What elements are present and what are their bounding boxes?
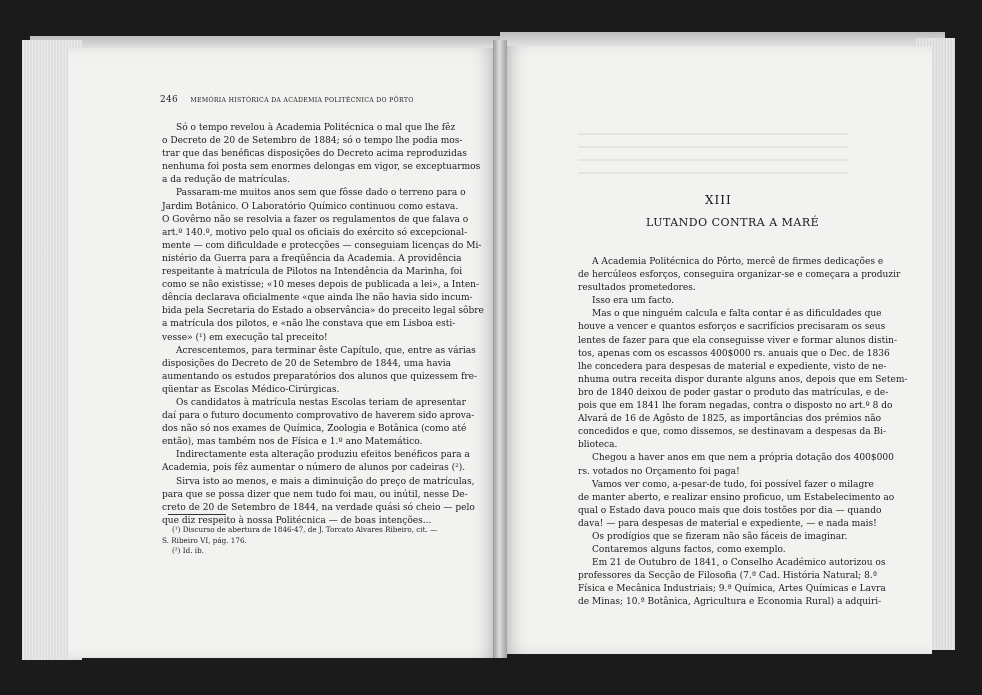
text-line: mente — com dificuldade e protecções — conseguiam licenças do Mi- [162, 240, 482, 251]
text-line: houve a vencer e quantos esforços e sacrifícios precisaram os seus [578, 322, 886, 333]
text-line: nenhuma foi posta sem enormes delongas em vigor, se exceptuarmos [162, 162, 481, 173]
text-line: Chegou a haver anos em que nem a própria dotação dos 400$000 [592, 453, 894, 464]
text-line: de Minas; 10.ª Botânica, Agricultura e Economia Rural) a adquiri- [578, 597, 882, 608]
show-through-text [578, 122, 848, 174]
text-line: como se não existisse; «10 meses depois de publicada a lei», a Inten- [162, 280, 480, 291]
text-line: Física e Mecânica Industriais; 9.ª Química, Artes Químicas e Lavra [578, 584, 886, 595]
text-line: resultados prometedores. [578, 283, 696, 294]
footnote-line: (¹) Discurso de abertura de 1846-47, de J. Torcato Alvares Ribeiro, cit. — [172, 525, 438, 534]
text-line: Os prodígios que se fizeram não são fáceis de imaginar. [592, 531, 848, 542]
text-line: o Decreto de 20 de Setembro de 1884; só o tempo lhe podia mos- [162, 136, 463, 147]
text-line: rs. votados no Orçamento foi paga! [578, 466, 740, 477]
left-body-text [162, 122, 484, 528]
text-line: dência declarava oficialmente «que ainda lhe não havia sido incum- [162, 293, 473, 304]
text-line: nistério da Guerra para a freqüência da Academia. A providência [162, 253, 462, 264]
text-line: daí para o futuro documento comprovativo de haverem sido aprova- [162, 411, 475, 422]
chapter-number: XIII [705, 193, 732, 207]
text-line: Contaremos alguns factos, como exemplo. [592, 545, 786, 556]
text-line: Indirectamente esta alteração produziu efeitos benéficos para a [176, 450, 470, 461]
footnote-line: S. Ribeiro VI, pág. 176. [162, 535, 247, 545]
text-line: tos, apenas com os escassos 400$000 rs. anuais que o Dec. de 1836 [578, 348, 890, 359]
text-line: Em 21 de Outubro de 1841, o Conselho Académico autorizou os [592, 558, 886, 569]
book-spine [493, 40, 507, 658]
text-line: lentes de fazer para que ela conseguisse viver e formar alunos distin- [578, 335, 898, 346]
text-line: de manter aberto, e realizar ensino proficuo, um Estabelecimento ao [578, 492, 895, 503]
text-line: qüentar as Escolas Médico-Cirúrgicas. [162, 384, 340, 395]
footnote-divider [168, 514, 226, 515]
text-line: creto de 20 de Setembro de 1844, na verdade quási só cheio — pelo [162, 502, 475, 513]
text-line: Vamos ver como, a-pesar-de tudo, foi possível fazer o milagre [592, 479, 874, 490]
text-line: para que se possa dizer que nem tudo foi mau, ou inútil, nesse De- [162, 489, 468, 500]
text-line: concedidos e que, como dissemos, se destinavam a despesas da Bi- [578, 427, 887, 438]
text-line: nhuma outra receita dispor durante alguns anos, depois que em Setem- [578, 374, 908, 385]
text-line: O Govêrno não se resolvia a fazer os regulamentos de que falava o [162, 214, 469, 225]
text-line: então), mas também nos de Física e 1.º ano Matemático. [162, 437, 423, 448]
text-line: blioteca. [578, 440, 618, 451]
text-line: trar que das benéficas disposições do Decreto acima reproduzidas [162, 149, 467, 160]
text-line: disposições do Decreto de 20 de Setembro de 1844, uma havia [162, 358, 451, 369]
text-line: Academia, pois fêz aumentar o número de alunos por cadeiras (²). [162, 463, 466, 474]
text-line: Passaram-me muitos anos sem que fôsse dado o terreno para o [176, 188, 466, 199]
text-line: Jardim Botânico. O Laboratório Químico continuou como estava. [162, 201, 459, 212]
text-line: vesse» (¹) em execução tal preceito! [162, 332, 328, 343]
text-line: Os candidatos à matrícula nestas Escolas teriam de apresentar [176, 397, 466, 408]
right-body-text [578, 256, 908, 610]
text-line: art.º 140.º, motivo pelo qual os oficiais do exército só excepcional- [162, 227, 468, 238]
text-line: dos não só nos exames de Química, Zoologia e Botânica (como até [162, 424, 467, 435]
text-line: bida pela Secretaria do Estado a observância» do preceito legal sôbre [162, 306, 484, 317]
text-line: respeitante à matrícula de Pilotos na Intendência da Marinha, foi [162, 267, 463, 278]
text-line: aumentando os estudos preparatórios dos alunos que quizessem fre- [162, 371, 478, 382]
text-line: pois que em 1841 lhe foram negadas, contra o disposto no art.º 8 do [578, 401, 893, 412]
text-line: dava! — para despesas de material e expediente, — e nada mais! [578, 518, 877, 529]
text-line: A Academia Politécnica do Pôrto, mercê de firmes dedicações e [592, 257, 884, 267]
text-line: qual o Estado dava pouco mais que dois tostões por dia — quando [578, 505, 882, 516]
text-line: Mas o que ninguém calcula e falta contar é as dificuldades que [592, 309, 882, 320]
text-line: a da redução de matrículas. [162, 175, 290, 186]
running-header-title: MEMÓRIA HISTÓRICA DA ACADEMIA POLITÉCNICA DO PÔRTO [190, 97, 414, 104]
page-number: 246 [160, 95, 179, 105]
chapter-title: LUTANDO CONTRA A MARÉ [646, 216, 820, 229]
footnotes [162, 525, 438, 557]
text-line: bro de 1840 deixou de poder gastar o produto das matrículas, e de- [578, 387, 889, 398]
footnote-line: (²) Id. ib. [172, 546, 204, 555]
text-line: lhe concedera para despesas de material e expediente, visto de ne- [578, 361, 887, 372]
text-line: a matrícula dos pilotos, e «não lhe constava que em Lisboa esti- [162, 319, 456, 330]
text-line: Isso era um facto. [592, 296, 675, 307]
text-line: Acrescentemos, para terminar êste Capítulo, que, entre as várias [176, 345, 476, 356]
text-line: de hercúleos esforços, conseguira organizar-se e começara a produzir [578, 270, 901, 281]
left-running-header [160, 95, 414, 107]
text-line: Só o tempo revelou à Academia Politécnica o mal que lhe fêz [176, 123, 456, 133]
text-line: que diz respeito à nossa Politécnica — de boas intenções... [162, 515, 432, 526]
text-line: Sirva isto ao menos, e mais a diminuição do preço de matrículas, [176, 476, 475, 487]
text-line: professores da Secção de Filosofia (7.ª Cad. História Natural; 8.ª [578, 571, 878, 582]
text-line: Alvará de 16 de Agôsto de 1825, as importâncias dos prémios não [578, 414, 882, 425]
